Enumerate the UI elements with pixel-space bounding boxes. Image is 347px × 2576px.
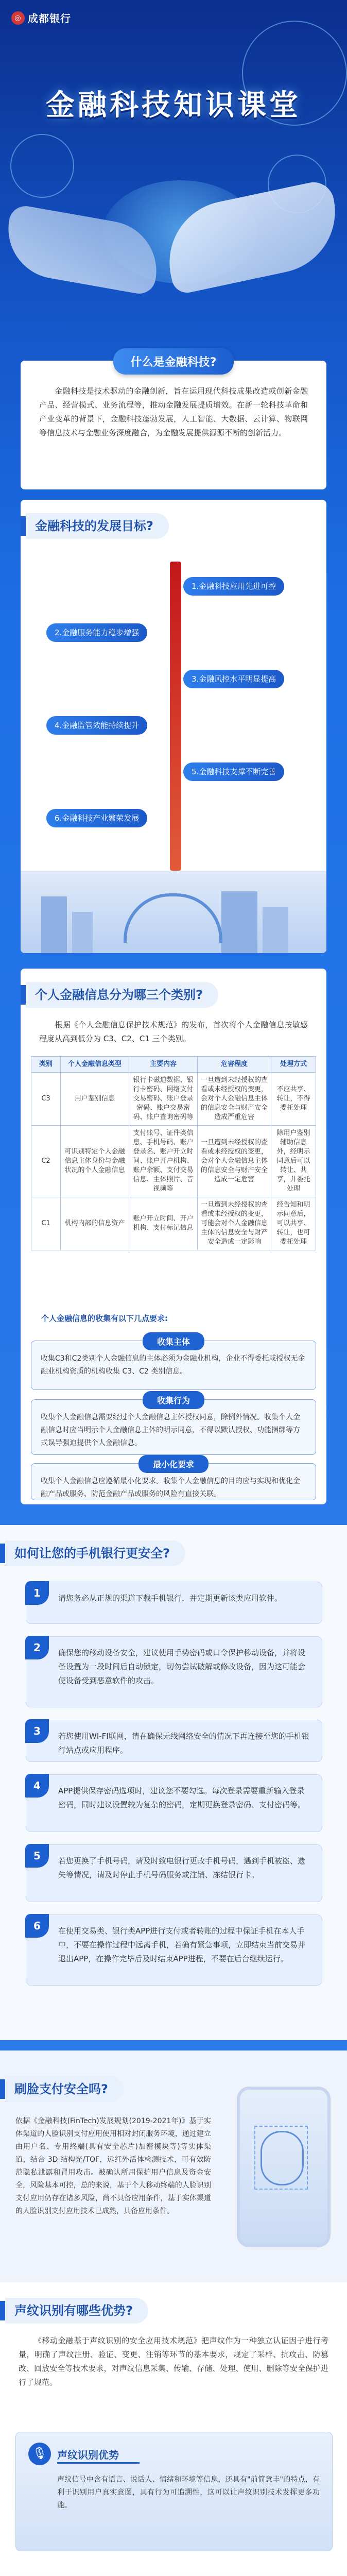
brand-logo (11, 10, 71, 25)
page-title: 金融科技知识课堂 (46, 89, 301, 122)
safety-tip (26, 1636, 322, 1707)
cell-type: 可识别特定个人金融信息主体身份与金融状况的个人金融信息 (61, 1126, 129, 1197)
tip-text: 请您务必从正规的渠道下载手机银行，并定期更新该类应用软件。 (58, 1594, 283, 1603)
safety-tip (26, 1582, 322, 1624)
tip-number: 1 (25, 1581, 49, 1605)
title-underline (57, 2462, 140, 2464)
bank-logo-icon: ◎ (11, 11, 25, 25)
cell-content: 支付账号、证件类信息、手机号码、账户登录名、账户开立时间、账户开户机构、账户余额、支付交易信息、主体照片、音视频等 (129, 1126, 198, 1197)
requirement-text: 收集个人金融信息需要经过个人金融信息主体授权同意，除例外情况。收集个人金融信息时应当明示个人金融信息主体的明示同意，不得以默认授权、功能捆绑等方式误导强迫提供个人金融信息。 (41, 1413, 300, 1447)
cell-type: 机构内部的信息资产 (61, 1197, 129, 1250)
timeline-bar (170, 562, 181, 871)
safety-tip (26, 1720, 322, 1762)
table-header: 个人金融信息类型 (61, 1057, 129, 1073)
cell-category: C2 (31, 1126, 61, 1197)
section-title: 声纹识别有哪些优势? (5, 2298, 148, 2324)
tip-number: 5 (25, 1844, 49, 1868)
section-text (15, 2050, 211, 2218)
cell-method: 不应共享、转让，不得委托处理 (271, 1073, 316, 1126)
tip-number: 4 (25, 1774, 49, 1798)
tip-text: 确保您的移动设备安全，建议使用手势密码或口令保护移动设备，并将设备设置为一段时间后自动锁定，切勿尝试破解或修改设备，因为这可能会使设备受到恶意软件的攻击。 (58, 1648, 306, 1685)
hero-banner (0, 0, 347, 309)
table-row (31, 1197, 316, 1250)
tip-text: 若您使用WI-FI联网，请在确保无线网络安全的情况下再连接至您的手机银行站点或应用程序。 (58, 1732, 309, 1755)
section-text: 金融科技是技术驱动的金融创新，旨在运用现代科技成果改造或创新金融产品、经营模式、业务流程等，推动金融发展提质增效。在新一轮科技革命和产业变革的背景下，金融科技蓬勃发展，人工智能、大数据、云计算、物联网等信息技术与金融业务深度融合，为金融发展提供源源不断的创新活力。 (39, 386, 308, 437)
table-header: 类别 (31, 1057, 61, 1073)
safety-tip (26, 1774, 322, 1832)
section-title: 如何让您的手机银行更安全? (5, 1540, 185, 1566)
section-title-bar (0, 2298, 148, 2324)
section-mobile-safety (0, 1525, 347, 2040)
section-info-categories (21, 969, 326, 1504)
cell-harm: 一旦遭到未经授权的查看或未经授权的变更，可能会对个人金融信息主体的信息安全与财产安全造成一定影响 (198, 1197, 271, 1250)
section-fintech-goals (21, 500, 326, 953)
category-table (31, 1056, 316, 1250)
section-title: 个人金融信息分为哪三个类别? (26, 982, 218, 1008)
goal-item: 2.金融服务能力稳步增强 (46, 623, 147, 642)
cell-category: C1 (31, 1197, 61, 1250)
advantage-title: 声纹识别优势 (57, 2449, 119, 2461)
goal-item: 3.金融风控水平明显提高 (183, 670, 284, 688)
decor-ring (10, 134, 74, 198)
advantage-text: 声纹信号中含有语言、说话人、情绪和环境等信息，还具有"前简意丰"的特点，有利于识别用户真实意图，具有行为可追溯性，这可以让声纹识别技术发挥更多功能。 (57, 2476, 320, 2510)
table-header: 危害程度 (198, 1057, 271, 1073)
tip-number: 3 (25, 1719, 49, 1743)
section-text: 《移动金融基于声纹识别的安全应用技术规范》把声纹作为一种独立认证因子进行考量，明确了声纹注册、验证、变更、注销等环节的基本要求，规定了采样、抗攻击、防篡改、回放安全等技术要求，对声纹信息采集、传输、存储、处理、使用、删除等安全保护进行了规范。 (19, 2336, 328, 2387)
table-row (31, 1073, 316, 1126)
section-title: 刷脸支付安全吗? (5, 2076, 124, 2102)
cell-content: 账户开立时间、开户机构、支付标记信息 (129, 1197, 198, 1250)
section-title-bar (21, 982, 218, 1008)
goal-item: 6.金融科技产业繁荣发展 (46, 809, 147, 827)
scan-frame-icon (254, 2126, 308, 2190)
table-row (31, 1126, 316, 1197)
goal-item: 5.金融科技支撑不断完善 (183, 762, 284, 781)
requirement-tag: 收集主体 (143, 1332, 204, 1350)
table-header: 处理方式 (271, 1057, 316, 1073)
cell-harm: 一旦遭到未经授权的查看或未经授权的变更，会对个人金融信息主体的信息安全与财产安全造成一定危害 (198, 1126, 271, 1197)
phone-face-scan-illustration (237, 2087, 331, 2247)
cell-method: 经告知和明示同意后，可以共享、转让，也可委托处理 (271, 1197, 316, 1250)
cell-content: 银行卡磁道数据、银行卡密码、网络支付交易密码、账户登录密码、账户交易密码、账户查询密码等 (129, 1073, 198, 1126)
section-face-pay (0, 2050, 347, 2282)
brand-name: 成都银行 (28, 12, 71, 25)
requirement-tag: 收集行为 (143, 1391, 204, 1409)
section-title-bar (0, 1540, 185, 1566)
section-what-is-fintech (21, 356, 326, 489)
cell-method: 除用户鉴别辅助信息外，经明示同意后可以转让、共享，并委托处理 (271, 1126, 316, 1197)
section-intro: 根据《个人金融信息保护技术规范》的发布，首次将个人金融信息按敏感程度从高到低分为 C3、C2、C1 三个类别。 (39, 1020, 308, 1043)
goal-item: 4.金融监管效能持续提升 (46, 716, 147, 735)
goal-item: 1.金融科技应用先进可控 (183, 577, 284, 596)
safety-tip (26, 1914, 322, 1986)
advantage-box (15, 2432, 333, 2551)
cell-harm: 一旦遭到未经授权的查看或未经授权的变更，会对个人金融信息主体的信息安全与财产安全造成严重危害 (198, 1073, 271, 1126)
requirements-heading: 个人金融信息的收集有以下几点要求: (41, 1314, 168, 1323)
requirement-text: 收集C3和C2类别个人金融信息的主体必须为金融业机构，企业不得委托或授权无金融业机构资质的机构收集 C3、C2 类别信息。 (41, 1354, 305, 1376)
city-skyline-illustration (21, 871, 326, 953)
requirement-tag: 最小化要求 (138, 1455, 209, 1473)
section-title: 什么是金融科技? (113, 348, 234, 375)
microphone-icon: 🎙 (28, 2443, 51, 2465)
section-title-bar (21, 513, 169, 539)
footer-decor (0, 2571, 347, 2576)
section-text-body: 依据《金融科技(FinTech)发展规划(2019-2021年)》基于实体渠道的人脸识别支付应用使用相对封闭服务环境，通过建立由用户名、专用终端(具有安全芯片)加密模块等)等实体渠道，结合 3D 结构光/TOF，远红外活体检测技术，可有效防范隐私泄露和冒用攻击。被确认所用保护用户信息及资金安全，风险基本可控，总的来说，基于个人移动终端的人脸识别支付应用仍存在诸多风险，尚不具备应用条件，基于实体渠道的人脸识别支付应用技术已成熟，具备应用条件。 (15, 2117, 211, 2215)
tip-text: 在使用交易类、银行类APP进行支付或者转账的过程中保证手机在本人手中，不要在操作过程中远离手机，若确有紧急事项，立即结束当前交易并退出APP，在操作完毕后及时结束APP进程，不要在后台继续运行。 (58, 1926, 306, 1963)
tip-text: APP提供保存密码选项时，建议您不要勾选。每次登录需要重新输入登录密码，同时建议设置较为复杂的密码，定期更换登录密码、支付密码等。 (58, 1786, 306, 1809)
tip-text: 若您更换了手机号码，请及时致电银行更改手机号码，遇到手机被盗、遗失等情况，请及时停止手机号码服务或注销、冻结银行卡。 (58, 1856, 306, 1879)
tip-number: 2 (25, 1636, 49, 1659)
section-title: 金融科技的发展目标? (26, 513, 169, 539)
table-header-row (31, 1057, 316, 1073)
cell-type: 用户鉴别信息 (61, 1073, 129, 1126)
section-voiceprint (0, 2282, 347, 2576)
cell-category: C3 (31, 1073, 61, 1126)
table-header: 主要内容 (129, 1057, 198, 1073)
tip-number: 6 (25, 1914, 49, 1938)
requirement-text: 收集个人金融信息应遵循最小化要求。收集个人金融信息的目的应与实现和优化金融产品或服务、防范金融产品或服务的风险有直接关联。 (41, 1477, 300, 1498)
safety-tip (26, 1844, 322, 1902)
